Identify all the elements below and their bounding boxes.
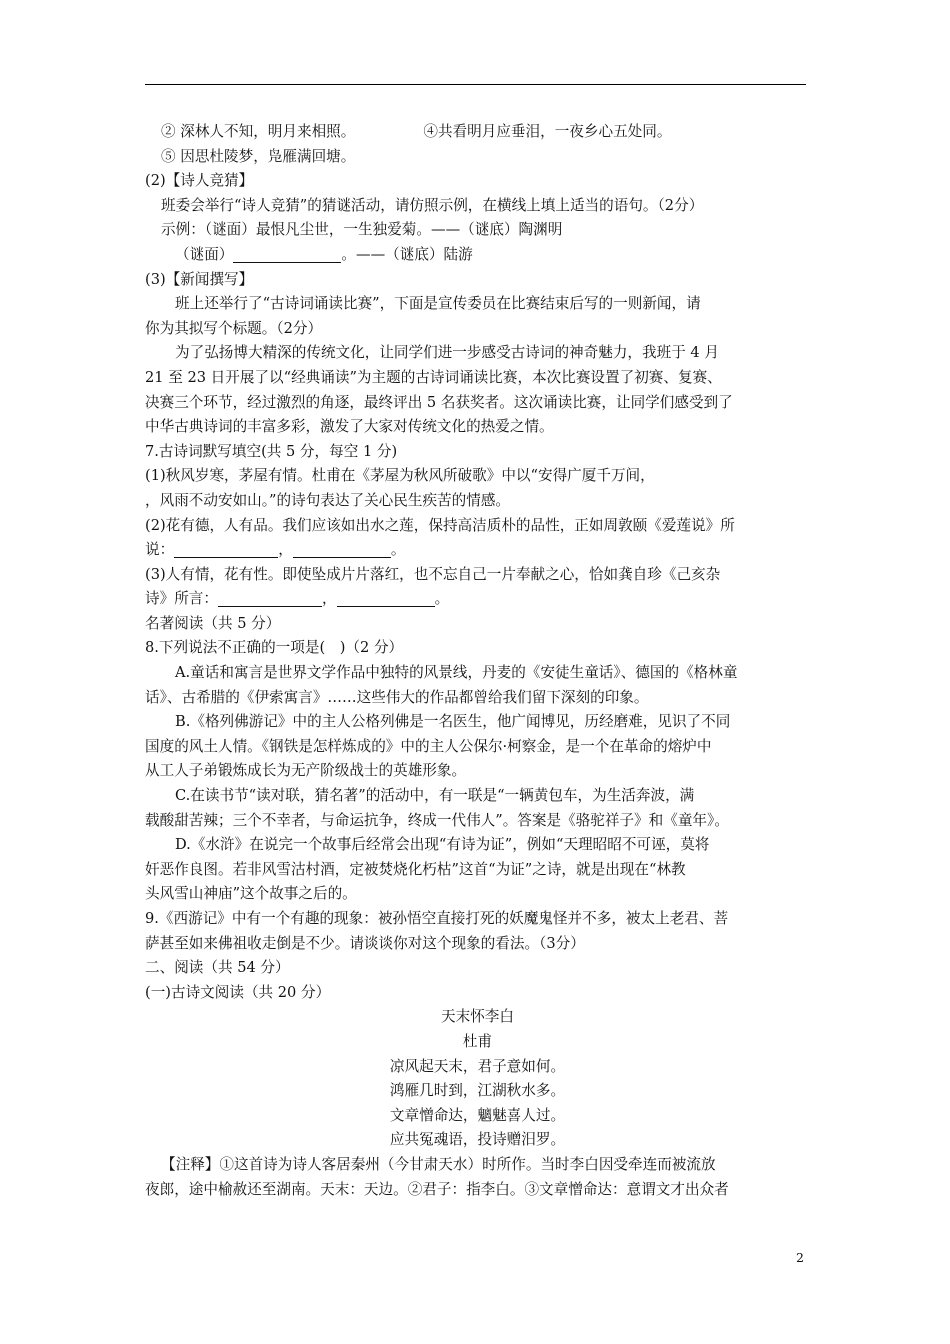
poem-options-line-1	[145, 120, 810, 145]
question-7-heading: 7.古诗词默写填空(共 5 分，每空 1 分)	[145, 442, 398, 460]
option-d-3: 头风雪山神庙”这个故事之后的。	[145, 885, 357, 903]
poet-guess-example: 示例：（谜面）最恨凡尘世，一生独爱菊。——（谜底）陶渊明	[161, 221, 563, 239]
question-9-1: 9.《西游记》中有一个有趣的现象：被孙悟空直接打死的妖魔鬼怪并不多，被太上老君、菩	[145, 910, 729, 927]
option-d-2: 奸恶作良图。若非风雪沽村酒，定被焚烧化朽枯”这首“为证”之诗，就是出现在“林教	[145, 860, 686, 878]
question-7-2b: 说： ， 。	[145, 541, 406, 559]
section-news-heading: (3)【新闻撰写】	[145, 270, 254, 288]
answer-blank[interactable]	[293, 540, 391, 558]
option-b-3: 从工人子弟锻炼成长为无产阶级战士的英雄形象。	[145, 762, 467, 780]
section-reading-heading: 二、阅读（共 54 分）	[145, 959, 290, 977]
option-c-2: 载酸甜苦辣；三个不幸者，与命运抗争，终成一代伟人”。答案是《骆驼祥子》和《童年》。	[145, 811, 729, 829]
document-page	[145, 120, 810, 1202]
poem-options-line-2: ⑤ 因思杜陵梦，凫雁满回塘。	[161, 147, 356, 165]
poem-title: 天末怀李白	[441, 1008, 514, 1026]
answer-blank[interactable]	[218, 589, 322, 607]
poem-author: 杜甫	[462, 1032, 493, 1050]
question-9-2: 萨甚至如来佛祖收走倒是不少。请谈谈你对这个现象的看法。（3分）	[145, 934, 585, 952]
option-2: ② 深林人不知，明月来相照。	[161, 123, 356, 140]
poet-guess-question: （谜面） 。——（谜底）陆游	[175, 245, 473, 263]
header-rule	[145, 84, 806, 85]
option-4: ④共看明月应垂泪，一夜乡心五处同。	[423, 123, 672, 140]
poem-line: 凉风起天末，君子意如何。	[389, 1057, 566, 1075]
question-7-3b: 诗》所言： ， 。	[145, 590, 450, 608]
news-body-2: 21 至 23 日开展了以“经典诵读”为主题的古诗词诵读比赛，本次比赛设置了初赛、复赛、	[145, 368, 722, 386]
answer-blank[interactable]	[337, 589, 435, 607]
option-d-1: D.《水浒》在说完一个故事后经常会出现“有诗为证”，例如“天理昭昭不可诬，莫将	[175, 836, 710, 854]
answer-blank[interactable]	[233, 245, 341, 263]
question-8-heading: 8.下列说法不正确的一项是( )（2 分）	[145, 639, 404, 657]
question-7-1b: ，风雨不动安如山。”的诗句表达了关心民生疾苦的情感。	[145, 491, 511, 509]
question-7-3a: (3)人有情，花有性。即使坠成片片落红，也不忘自己一片奉献之心，恰如龚自珍《己亥杂	[145, 565, 721, 583]
question-7-1a: (1)秋风岁寒，茅屋有情。杜甫在《茅屋为秋风所破歌》中以“安得广厦千万间，	[145, 467, 655, 485]
option-b-1: B.《格列佛游记》中的主人公格列佛是一名医生，他广闻博见，历经磨难，见识了不同	[175, 713, 731, 731]
poem-notes-1: 【注释】①这首诗为诗人客居秦州（今甘肃天水）时所作。当时李白因受牵连而被流放	[161, 1155, 716, 1173]
poem-line: 文章憎命达，魑魅喜人过。	[389, 1106, 566, 1124]
option-a-2: 话》、古希腊的《伊索寓言》……这些伟大的作品都曾给我们留下深刻的印象。	[145, 688, 649, 706]
option-b-2: 国度的风土人情。《钢铁是怎样炼成的》中的主人公保尔·柯察金，是一个在革命的熔炉中	[145, 737, 712, 755]
poem-notes-2: 夜郎，途中榆赦还至湖南。天末：天边。②君子：指李白。③文章憎命达：意谓文才出众者	[145, 1180, 729, 1198]
news-body-1: 为了弘扬博大精深的传统文化，让同学们进一步感受古诗词的神奇魅力，我班于 4 月	[175, 344, 719, 362]
news-body-3: 决赛三个环节，经过激烈的角逐，最终评出 5 名获奖者。这次诵读比赛，让同学们感受到了	[145, 393, 733, 411]
answer-blank[interactable]	[174, 540, 278, 558]
section-ancient-poetry-heading: (一)古诗文阅读（共 20 分）	[145, 983, 331, 1001]
page-number: 2	[796, 1250, 804, 1265]
poem-line: 鸿雁几时到，江湖秋水多。	[389, 1082, 566, 1100]
section-classics-heading: 名著阅读（共 5 分）	[145, 614, 281, 632]
poet-guess-instruction: 班委会举行“诗人竞猜”的猜谜活动，请仿照示例，在横线上填上适当的语句。（2分）	[161, 196, 704, 214]
poem-line: 应共冤魂语，投诗赠汨罗。	[389, 1131, 566, 1149]
news-body-4: 中华古典诗词的丰富多彩，激发了大家对传统文化的热爱之情。	[145, 418, 554, 436]
option-c-1: C.在读书节“读对联，猜名著”的活动中，有一联是“一辆黄包车，为生活奔波，满	[175, 787, 695, 805]
section-poet-guess-heading: (2)【诗人竞猜】	[145, 172, 254, 190]
option-a-1: A.童话和寓言是世界文学作品中独特的风景线，丹麦的《安徒生童话》、德国的《格林童	[175, 664, 738, 682]
question-7-2a: (2)花有德，人有品。我们应该如出水之莲，保持高洁质朴的品性，正如周敦颐《爱莲说》所	[145, 516, 735, 534]
news-instruction-1: 班上还举行了“古诗词诵读比赛”，下面是宣传委员在比赛结束后写的一则新闻，请	[175, 295, 701, 313]
news-instruction-2: 你为其拟写个标题。（2分）	[145, 319, 323, 337]
